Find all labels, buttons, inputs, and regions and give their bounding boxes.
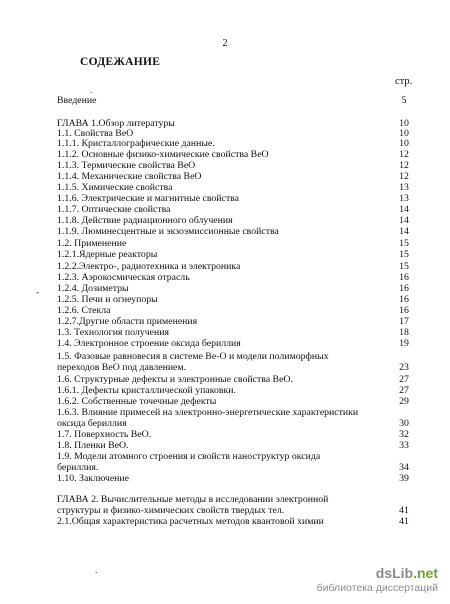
watermark bbox=[317, 565, 438, 594]
toc-entry-title-continued: переходов BeO под давлением. bbox=[57, 362, 187, 373]
toc-entry bbox=[57, 160, 412, 171]
stray-mark: . bbox=[90, 85, 93, 95]
toc-entry bbox=[57, 238, 412, 249]
toc-entry-page: 14 bbox=[399, 215, 409, 226]
toc-entry-page: 41 bbox=[399, 505, 409, 516]
toc-entry-page: 34 bbox=[399, 462, 409, 473]
toc-entry-page: 13 bbox=[399, 182, 409, 193]
toc-entry bbox=[57, 204, 412, 215]
toc-entry-page: 27 bbox=[399, 374, 409, 385]
toc-entry bbox=[57, 429, 412, 440]
toc-entry-title-continued: оксида бериллия bbox=[57, 418, 127, 429]
toc-entry-page: 12 bbox=[399, 171, 409, 182]
toc-entry bbox=[57, 316, 412, 327]
page-number: 2 bbox=[222, 38, 228, 49]
toc-entry-page: 23 bbox=[399, 362, 409, 373]
toc-entry bbox=[57, 215, 412, 226]
toc-entry-title: 1.1.7. Оптические свойства bbox=[57, 204, 171, 215]
watermark-site-suffix: .net bbox=[413, 565, 438, 581]
toc-entry-page: 15 bbox=[399, 261, 409, 272]
toc-entry bbox=[57, 249, 412, 260]
watermark-site-prefix: dsLib bbox=[375, 565, 414, 581]
toc-entry-title: 1.2.1.Ядерные реакторы bbox=[57, 249, 158, 260]
toc-entry bbox=[57, 338, 412, 349]
toc-entry bbox=[57, 451, 412, 473]
toc-entry-title: 1.2.2.Электро-, радиотехника и электроника bbox=[57, 261, 241, 272]
toc-entry-title: 1.2.7.Другие области применения bbox=[57, 316, 198, 327]
stray-mark: - bbox=[36, 287, 39, 297]
toc-entry-page: 16 bbox=[399, 272, 409, 283]
toc-entry-title: 1.7. Поверхность BeO. bbox=[57, 429, 152, 440]
toc-entry-title: 1.8. Пленки BeO. bbox=[57, 440, 129, 451]
toc-entry bbox=[57, 385, 412, 396]
toc-entry bbox=[57, 494, 412, 516]
toc-entry-title: 1.9. Модели атомного строения и свойств наноструктур оксида bbox=[57, 451, 321, 462]
toc-entry-page: 33 bbox=[399, 440, 409, 451]
toc-entry-title: 1.6.1. Дефекты кристаллической упаковки. bbox=[57, 385, 236, 396]
toc-entry-title: 1.1. Свойства BeO bbox=[57, 128, 134, 139]
toc-entry bbox=[57, 305, 412, 316]
toc-entry bbox=[57, 138, 412, 149]
toc-entry-page: 10 bbox=[399, 138, 409, 149]
toc-entry-title: 1.1.5. Химические свойства bbox=[57, 182, 173, 193]
toc-entry-title: 1.2.3. Аэрокосмическая отрасль bbox=[57, 272, 190, 283]
toc-entry-title: 1.5. Фазовые равновесия в системе Be-O и модели полиморфных bbox=[57, 351, 329, 362]
toc-title: СОДЕЖАНИЕ bbox=[80, 56, 161, 68]
toc-entry-page: 15 bbox=[399, 249, 409, 260]
toc-entry bbox=[57, 327, 412, 338]
toc-entry-page: 17 bbox=[399, 316, 409, 327]
toc-entry bbox=[57, 374, 412, 385]
toc-entry-title: 1.2.6. Стекла bbox=[57, 305, 111, 316]
toc-entry-page: 18 bbox=[399, 327, 409, 338]
toc-entry bbox=[57, 182, 412, 193]
toc-entry bbox=[57, 473, 412, 484]
toc-entry bbox=[57, 407, 412, 429]
toc-entry-title: 1.6.2. Собственные точечные дефекты bbox=[57, 396, 217, 407]
toc-entry bbox=[57, 294, 412, 305]
watermark-site bbox=[317, 565, 438, 581]
stray-mark: . bbox=[95, 565, 98, 575]
toc-entry-title: 1.1.2. Основные физико-химические свойства BeO bbox=[57, 149, 269, 160]
toc-entry bbox=[57, 351, 412, 373]
toc-entry-title-continued: структуры и физико-химических свойств твердых тел. bbox=[57, 505, 285, 516]
toc-entry-title: 1.1.6. Электрические и магнитные свойства bbox=[57, 193, 240, 204]
toc-entry-page: 10 bbox=[399, 118, 409, 129]
page-column-label: стр. bbox=[395, 76, 413, 87]
toc-entry-title: 1.1.1. Кристаллографические данные. bbox=[57, 138, 215, 149]
toc-entry-title: 1.1.4. Механические свойства BeO bbox=[57, 171, 202, 182]
toc-entry-title: 1.2.5. Печи и огнеупоры bbox=[57, 294, 158, 305]
toc-entry-page: 27 bbox=[399, 385, 409, 396]
toc-entry-page: 32 bbox=[399, 429, 409, 440]
toc-entry-title: ГЛАВА 2. Вычислительные методы в исследовании электронной bbox=[57, 494, 329, 505]
toc-entry-title: 1.1.8. Действие радиационного облучения bbox=[57, 215, 233, 226]
toc-entry-title: 1.3. Технология получения bbox=[57, 327, 169, 338]
toc-entry-title: 1.2. Применение bbox=[57, 238, 127, 249]
toc-entry-title: 1.6.3. Влияние примесей на электронно-энергетические характеристики bbox=[57, 407, 359, 418]
toc-entry-page: 14 bbox=[399, 204, 409, 215]
toc-entry-title: ГЛАВА 1.Обзор литературы bbox=[57, 118, 175, 129]
toc-entry bbox=[57, 283, 412, 294]
toc-entry-title: 1.10. Заключение bbox=[57, 473, 130, 484]
toc-entry-page: 16 bbox=[399, 283, 409, 294]
toc-entry-page: 13 bbox=[399, 193, 409, 204]
toc-entry-page: 12 bbox=[399, 160, 409, 171]
toc-entry-page: 29 bbox=[399, 396, 409, 407]
toc-entry bbox=[57, 95, 412, 106]
toc-entry-title: 1.6. Структурные дефекты и электронные свойства BeO. bbox=[57, 374, 293, 385]
toc-entry-title: 2.1.Общая характеристика расчетных методов квантовой химии bbox=[57, 516, 324, 527]
toc-entry-page: 30 bbox=[399, 418, 409, 429]
toc-entry-page: 16 bbox=[399, 305, 409, 316]
toc-entry-page: 14 bbox=[399, 226, 409, 237]
toc-entry-title: Введение bbox=[57, 95, 97, 106]
toc-entry-title: 1.2.4. Дозиметры bbox=[57, 283, 129, 294]
toc-entry bbox=[57, 171, 412, 182]
toc-entry bbox=[57, 149, 412, 160]
toc-entry bbox=[57, 261, 412, 272]
toc-entry-page: 16 bbox=[399, 294, 409, 305]
toc-entry bbox=[57, 226, 412, 237]
toc-entry-page: 5 bbox=[401, 95, 407, 106]
toc-entry-page: 41 bbox=[399, 516, 409, 527]
toc-entry bbox=[57, 516, 412, 527]
toc-entry-title-continued: бериллия. bbox=[57, 462, 99, 473]
toc-entry-page: 19 bbox=[399, 338, 409, 349]
toc-entry-title: 1.1.3. Термические свойства BeO bbox=[57, 160, 196, 171]
toc-entry-title: 1.4. Электронное строение оксида бериллия bbox=[57, 338, 241, 349]
toc-entry-page: 12 bbox=[399, 149, 409, 160]
toc-entry bbox=[57, 396, 412, 407]
toc-entry bbox=[57, 440, 412, 451]
toc-entry bbox=[57, 272, 412, 283]
watermark-subtitle: библиотека диссертаций bbox=[316, 582, 438, 594]
toc-entry-page: 15 bbox=[399, 238, 409, 249]
toc-entry bbox=[57, 193, 412, 204]
toc-entry-page: 39 bbox=[399, 473, 409, 484]
toc-entry-page: 10 bbox=[399, 128, 409, 139]
toc-entry-title: 1.1.9. Люминесцентные и экзоэмиссионные свойства bbox=[57, 226, 279, 237]
